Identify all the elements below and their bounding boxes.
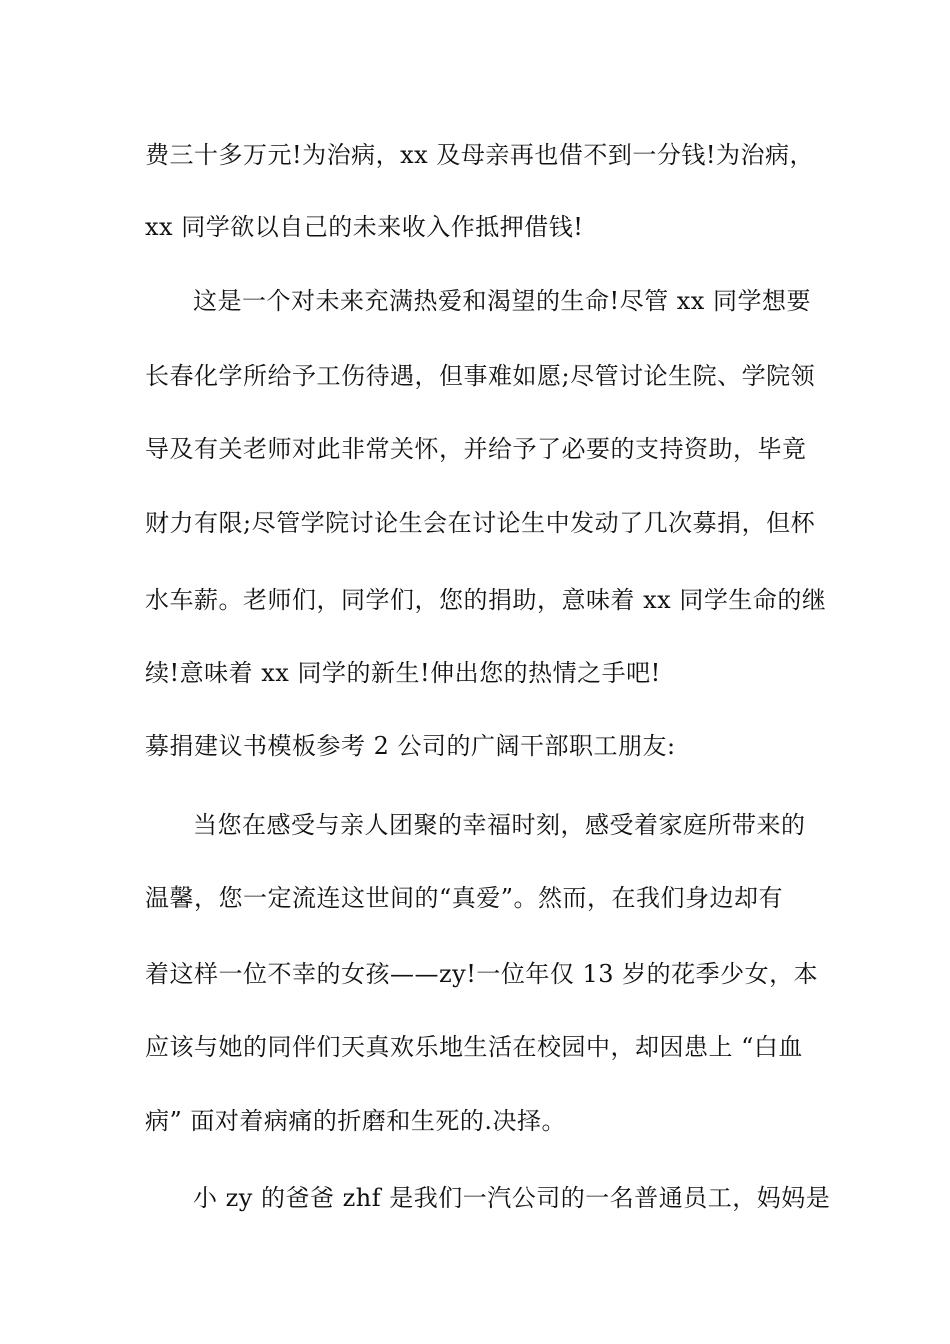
paragraph-first-line: 当您在感受与亲人团聚的幸福时刻，感受着家庭所带来的 [193,811,806,839]
section-heading: 募捐建议书模板参考 2 公司的广阔干部职工朋友: [145,732,676,760]
text-line: 财力有限;尽管学院讨论生会在讨论生中发动了几次募捐，但杯 [145,509,816,537]
text-line: 导及有关老师对此非常关怀，并给予了必要的支持资助，毕竟 [145,435,807,463]
text-line: 费三十多万元!为治病，xx 及母亲再也借不到一分钱!为治病， [145,141,814,169]
text-line: xx 同学欲以自己的未来收入作抵押借钱! [145,213,584,241]
paragraph-first-line: 这是一个对未来充满热爱和渴望的生命!尽管 xx 同学想要 [193,287,811,315]
text-line: 长春化学所给予工伤待遇，但事难如愿;尽管讨论生院、学院领 [145,362,816,390]
text-line: 续!意味着 xx 同学的新生!伸出您的热情之手吧! [145,659,661,687]
paragraph-first-line: 小 zy 的爸爸 zhf 是我们一汽公司的一名普通员工，妈妈是 [193,1184,831,1212]
text-line: 应该与她的同伴们天真欢乐地生活在校园中，却因患上 “白血 [145,1033,803,1061]
text-line: 水车薪。老师们，同学们，您的捐助，意味着 xx 同学生命的继 [145,586,827,614]
text-line: 温馨，您一定流连这世间的“真爱”。然而，在我们身边却有 [145,884,784,912]
text-line: 着这样一位不幸的女孩——zy!一位年仅 13 岁的花季少女，本 [145,960,819,988]
text-line: 病” 面对着病痛的折磨和生死的.决择。 [145,1107,567,1135]
